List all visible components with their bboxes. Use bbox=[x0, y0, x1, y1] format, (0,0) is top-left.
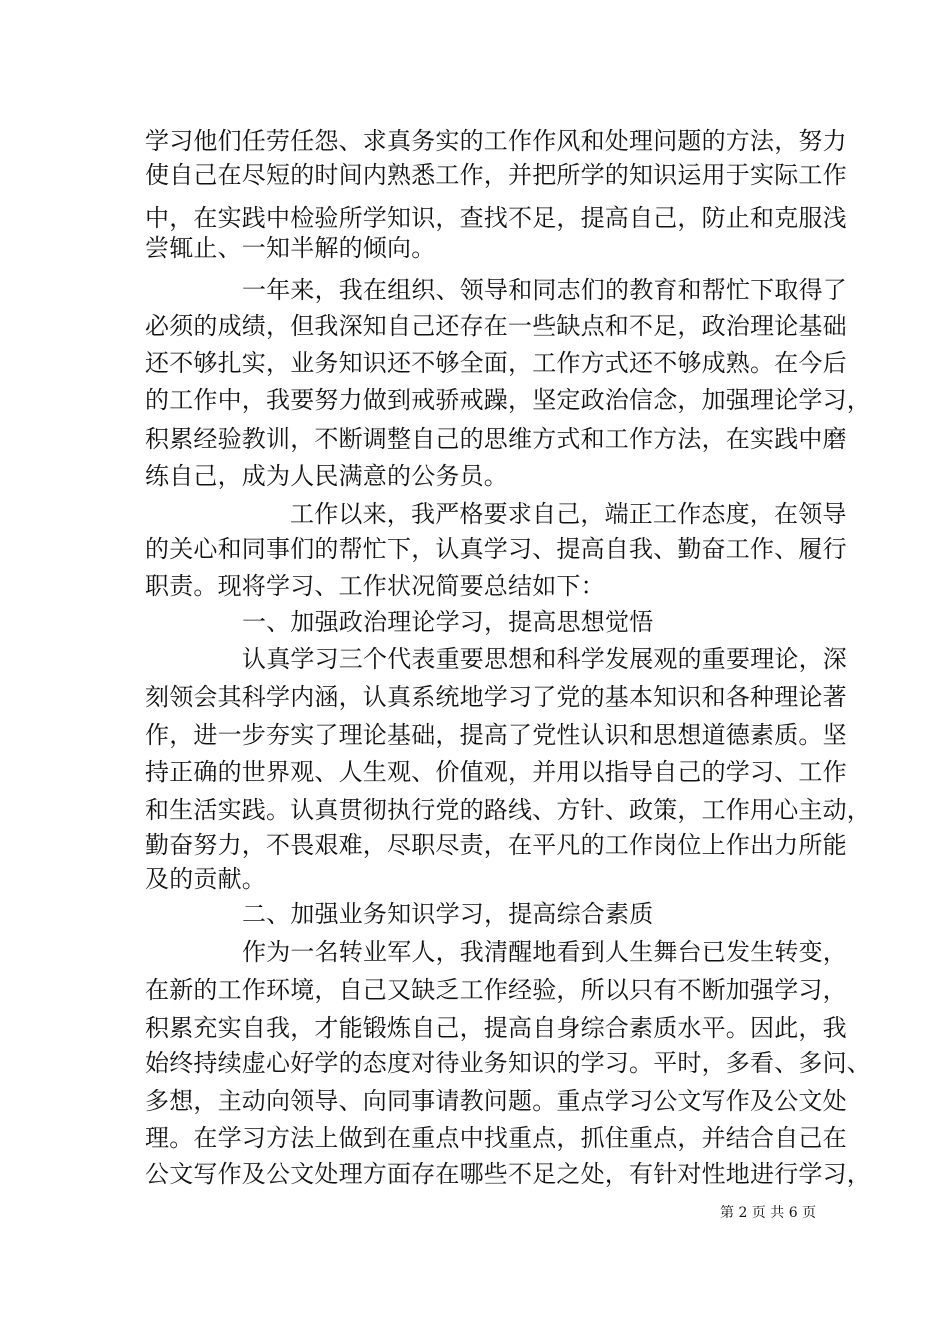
text-line: 理。在学习方法上做到在重点中找重点，抓住重点，并结合自己在 bbox=[145, 1124, 847, 1152]
text-line: 认真学习三个代表重要思想和科学发展观的重要理论，深 bbox=[242, 645, 847, 673]
text-line: 尝辄止、一知半解的倾向。 bbox=[145, 234, 436, 262]
text-line: 作，进一步夯实了理论基础，提高了党性认识和思想道德素质。坚 bbox=[145, 721, 847, 749]
text-line: 必须的成绩，但我深知自己还存在一些缺点和不足，政治理论基础 bbox=[145, 312, 847, 340]
text-line: 在新的工作环境，自己又缺乏工作经验，所以只有不断加强学习， bbox=[145, 976, 847, 1004]
section-heading: 二、加强业务知识学习，提高综合素质 bbox=[242, 900, 654, 928]
text-line: 积累经验教训，不断调整自己的思维方式和工作方法，在实践中磨 bbox=[145, 425, 847, 453]
text-line: 及的贡献。 bbox=[145, 865, 266, 893]
text-line: 多想，主动向领导、向同事请教问题。重点学习公文写作及公文处 bbox=[145, 1087, 847, 1115]
text-line: 持正确的世界观、人生观、价值观，并用以指导自己的学习、工作 bbox=[145, 758, 847, 786]
text-line: 刻领会其科学内涵，认真系统地学习了党的基本知识和各种理论著 bbox=[145, 683, 847, 711]
text-line: 的工作中，我要努力做到戒骄戒躁，坚定政治信念，加强理论学习， bbox=[145, 386, 871, 414]
text-line: 还不够扎实，业务知识还不够全面，工作方式还不够成熟。在今后 bbox=[145, 349, 847, 377]
text-line: 公文写作及公文处理方面存在哪些不足之处，有针对性地进行学习， bbox=[145, 1160, 871, 1188]
text-line: 中，在实践中检验所学知识，查找不足，提高自己，防止和克服浅 bbox=[145, 204, 847, 232]
text-line: 勤奋努力，不畏艰难，尽职尽责，在平凡的工作岗位上作出力所能 bbox=[145, 831, 847, 859]
text-line: 作为一名转业军人，我清醒地看到人生舞台已发生转变， bbox=[242, 938, 847, 966]
section-heading: 一、加强政治理论学习，提高思想觉悟 bbox=[242, 608, 654, 636]
page-number-footer: 第 2 页 共 6 页 bbox=[720, 1205, 817, 1221]
text-line: 职责。现将学习、工作状况简要总结如下： bbox=[145, 572, 605, 600]
text-line: 工作以来，我严格要求自己，端正工作态度，在领导 bbox=[290, 500, 847, 528]
text-line: 一年来，我在组织、领导和同志们的教育和帮忙下取得了 bbox=[242, 276, 847, 304]
text-line: 积累充实自我，才能锻炼自己，提高自身综合素质水平。因此，我 bbox=[145, 1014, 847, 1042]
text-line: 练自己，成为人民满意的公务员。 bbox=[145, 462, 508, 490]
text-line: 使自己在尽短的时间内熟悉工作，并把所学的知识运用于实际工作 bbox=[145, 161, 847, 189]
text-line: 学习他们任劳任怨、求真务实的工作作风和处理问题的方法，努力 bbox=[145, 127, 847, 155]
text-line: 的关心和同事们的帮忙下，认真学习、提高自我、勤奋工作、履行 bbox=[145, 535, 847, 563]
text-line: 始终持续虚心好学的态度对待业务知识的学习。平时，多看、多问、 bbox=[145, 1049, 871, 1077]
text-line: 和生活实践。认真贯彻执行党的路线、方针、政策，工作用心主动， bbox=[145, 796, 871, 824]
